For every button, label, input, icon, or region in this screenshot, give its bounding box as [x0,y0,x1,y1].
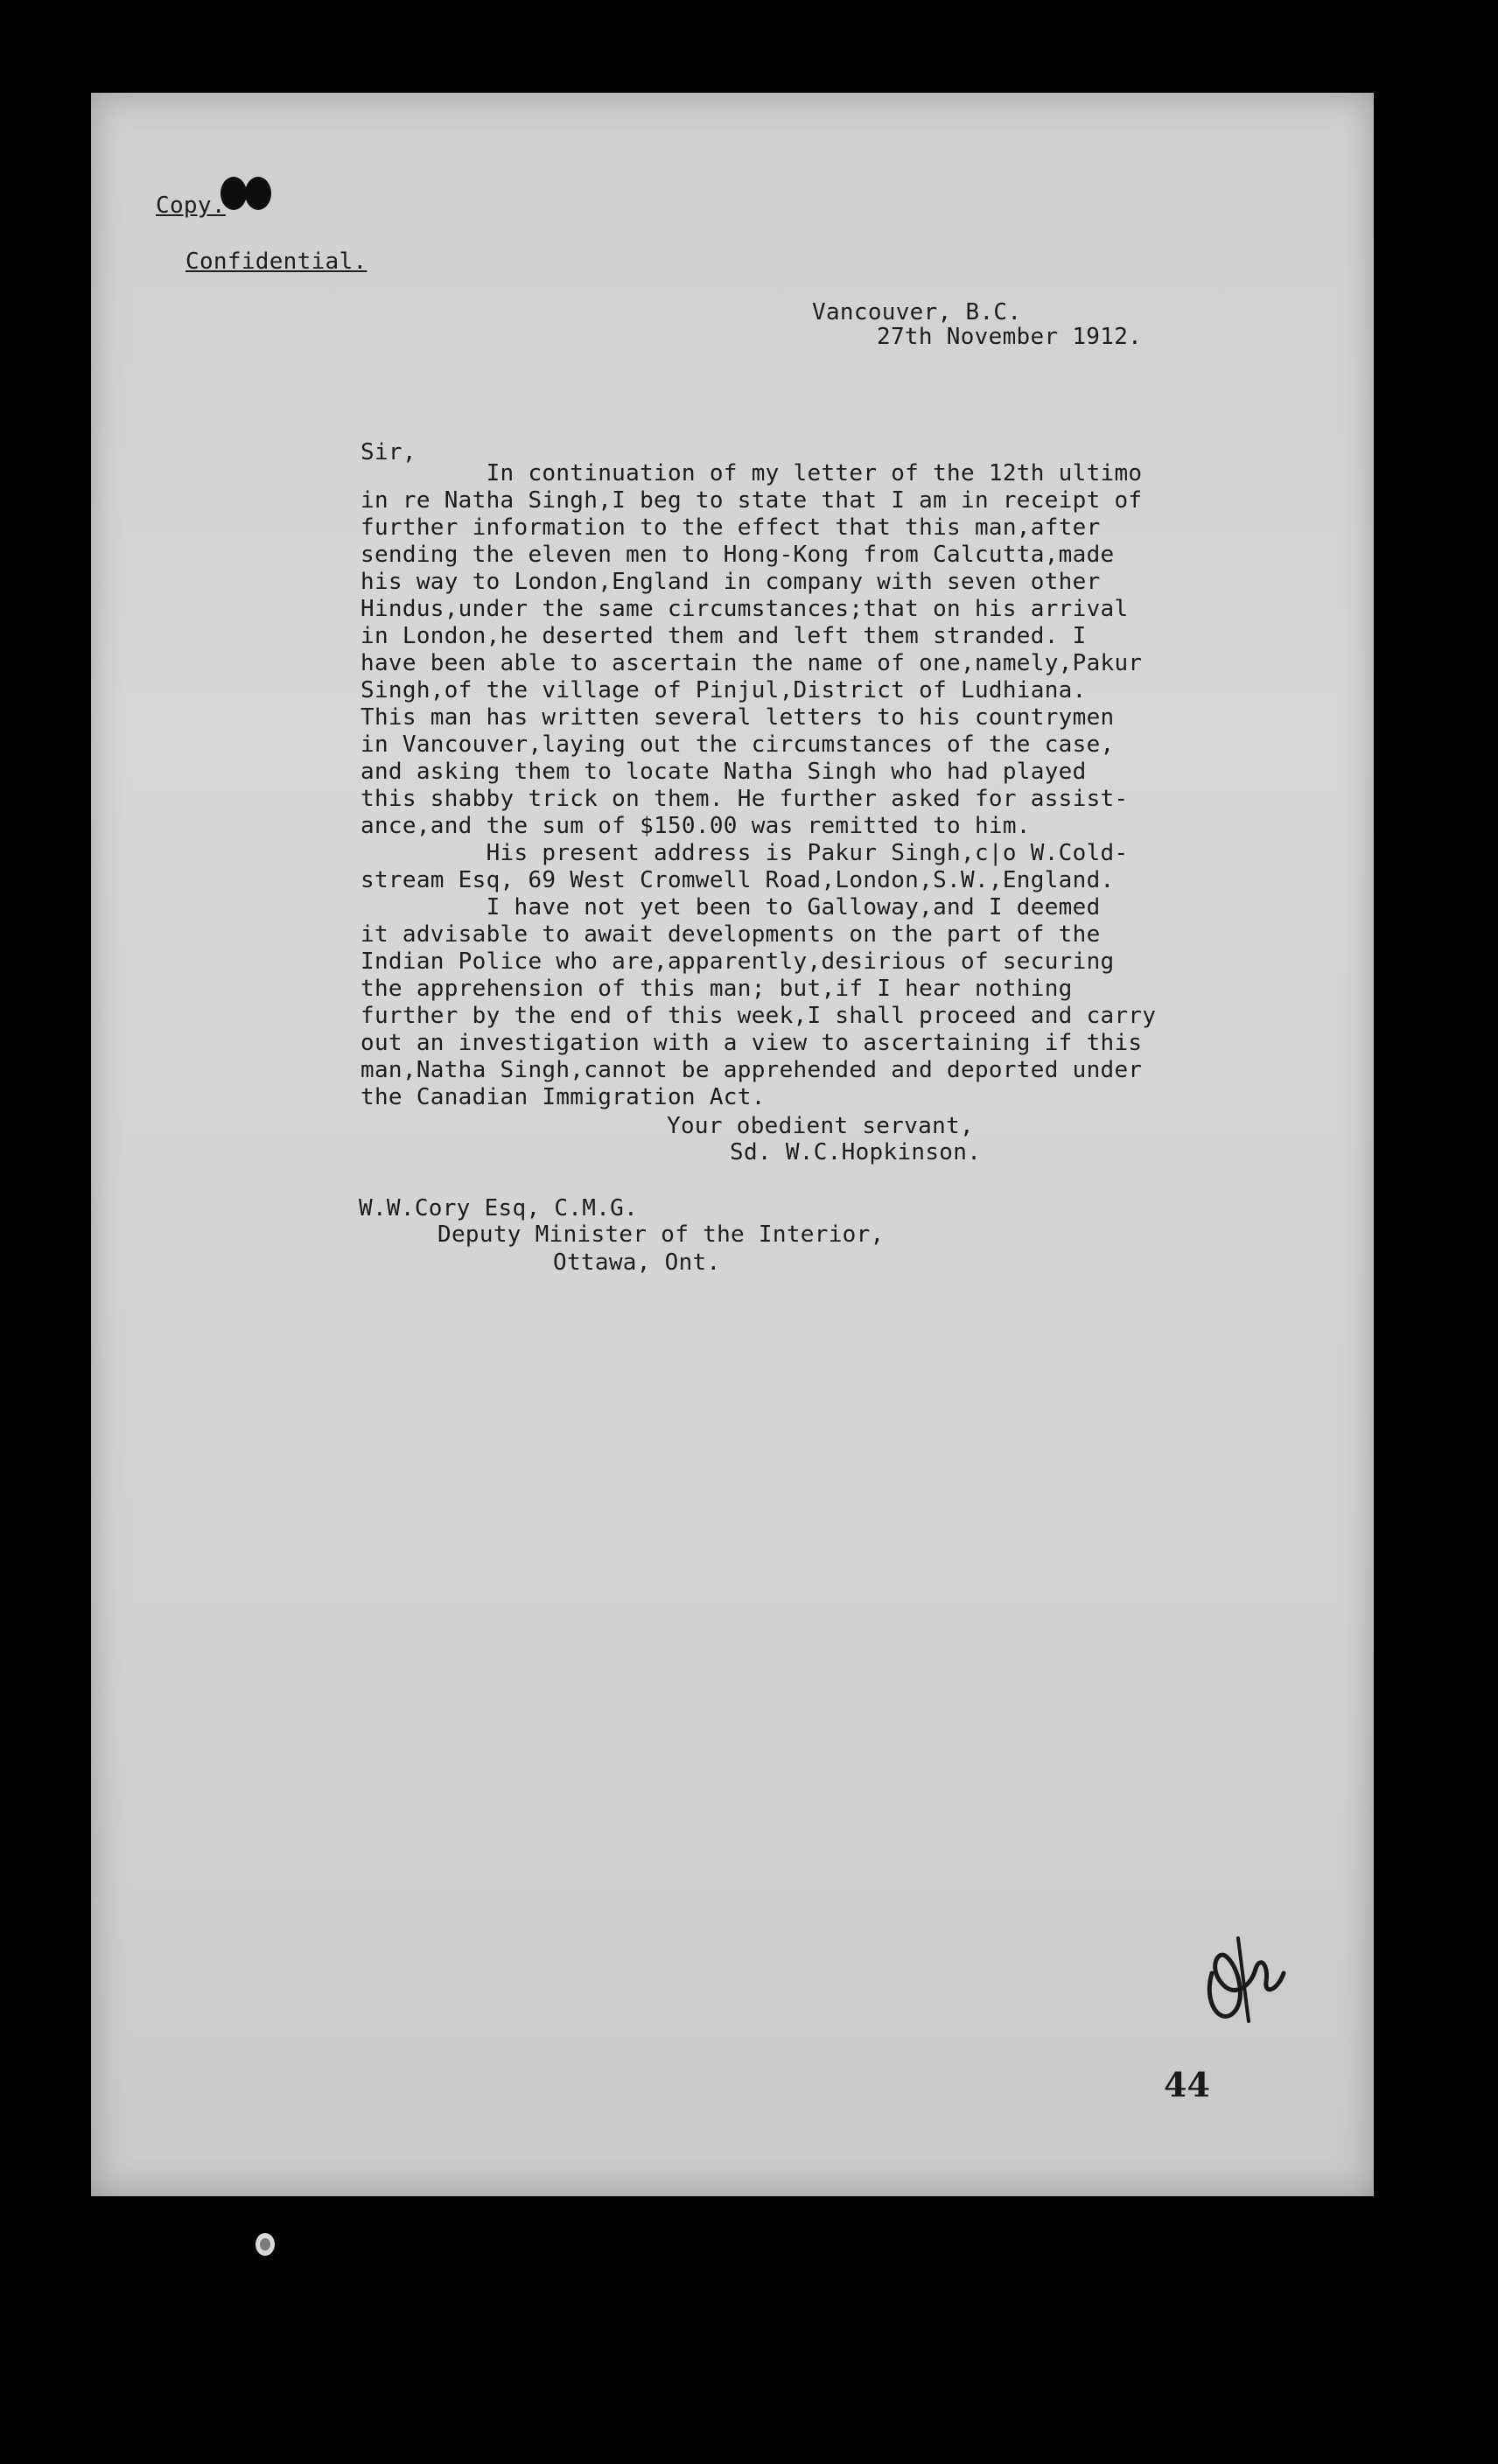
body-line: in Vancouver,laying out the circumstances of the case, [360,732,1115,758]
body-line: Hindus,under the same circumstances;that on his arrival [360,596,1129,622]
body-line: it advisable to await developments on the part of the [360,921,1101,948]
film-speck-icon [254,2231,276,2258]
body-line: Singh,of the village of Pinjul,District of Ludhiana. [360,677,1087,704]
body-line: I have not yet been to Galloway,and I deemed [360,894,1101,920]
punch-hole [245,177,271,210]
body-line: sending the eleven men to Hong-Kong from Calcutta,made [360,542,1115,568]
confidential-label: Confidential. [186,248,368,275]
body-line: this shabby trick on them. He further asked for assist- [360,786,1129,812]
body-line: In continuation of my letter of the 12th ultimo [360,460,1143,486]
body-line: This man has written several letters to his countrymen [360,704,1115,731]
body-line: out an investigation with a view to ascertaining if this [360,1030,1143,1056]
letter-place: Vancouver, B.C. [812,299,1022,326]
salutation: Sir, [360,439,416,466]
body-line: Indian Police who are,apparently,desirious of securing [360,948,1115,975]
signature: Sd. W.C.Hopkinson. [730,1139,982,1166]
body-line: man,Natha Singh,cannot be apprehended and deported under [360,1057,1143,1083]
addressee-title: Deputy Minister of the Interior, [438,1222,885,1248]
body-line: His present address is Pakur Singh,c|o W.Cold- [360,840,1129,866]
body-line: have been able to ascertain the name of one,namely,Pakur [360,650,1143,676]
body-line: and asking them to locate Natha Singh who had played [360,759,1087,785]
addressee-city: Ottawa, Ont. [553,1250,721,1276]
body-line: stream Esq, 69 West Cromwell Road,London,S.W.,England. [360,867,1115,893]
body-line: his way to London,England in company with seven other [360,569,1101,595]
body-line: further by the end of this week,I shall proceed and carry [360,1003,1157,1029]
body-line: the Canadian Immigration Act. [360,1084,766,1110]
body-line: in re Natha Singh,I beg to state that I am in receipt of [360,487,1143,514]
handwritten-mark-icon [1186,1921,1291,2043]
body-line: ance,and the sum of $150.00 was remitted to him. [360,813,1031,839]
copy-label: Copy. [156,192,226,219]
body-line: further information to the effect that this man,after [360,514,1101,541]
addressee-name: W.W.Cory Esq, C.M.G. [359,1195,639,1222]
closing: Your obedient servant, [667,1113,974,1139]
body-line: the apprehension of this man; but,if I hear nothing [360,976,1073,1002]
letter-date: 27th November 1912. [877,324,1143,350]
page-number: 44 [1164,2065,1210,2104]
body-line: in London,he deserted them and left them stranded. I [360,623,1087,649]
